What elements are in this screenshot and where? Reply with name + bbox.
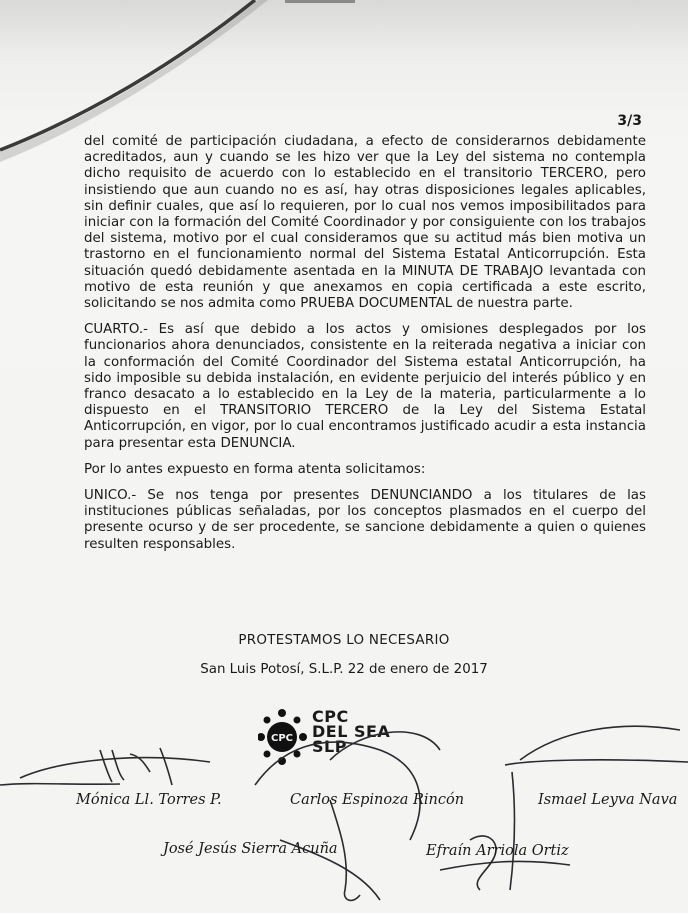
signatory-name: Efraín Arriola Ortiz bbox=[426, 843, 569, 859]
paragraph-continuation: del comité de participación ciudadana, a efecto de considerarnos debidamente acreditados, aun y cuando se les hizo ver que la Ley del sistema no contempla dicho requisito de acuerdo con lo establecido en el transitorio TERCERO, pero insistiendo que aun cuando no es así, hay otras disposiciones legales aplicables, sin definir cuales, que así lo requieren, por lo cual nos vemos imposibilitados para iniciar con la formación del Comité Coordinador y por consiguiente con los trabajos del sistema, motivo por el cual consideramos que su actitud más bien motiva un trastorno en el funcionamiento normal del Sistema Estatal Anticorrupción. Esta situación quedó debidamente asentada en la MINUTA DE TRABAJO levantada con motivo de esta reunión y que anexamos en copia certificada a este escrito, solicitando se nos admita como PRUEBA DOCUMENTAL de nuestra parte. bbox=[84, 134, 646, 312]
paragraph-cuarto: CUARTO.- Es así que debido a los actos y omisiones desplegados por los funcionarios ahora denunciados, consistente en la reiterada negativa a iniciar con la conformación del Comité Coordinador del Sistema estatal Anticorrupción, ha sido imposible su debida instalación, en evidente perjuicio del interés público y en franco desacato a lo establecido en la Ley de la materia, particularmente a lo dispuesto en el TRANSITORIO TERCERO de la Ley del Sistema Estatal Anticorrupción, en vigor, por lo cual encontramos justificado acudir a esta instancia para presentar esta DENUNCIA. bbox=[84, 322, 646, 451]
paragraph-unico: UNICO.- Se nos tenga por presentes DENUNCIANDO a los titulares de las instituciones públicas señaladas, por los conceptos plasmados en el cuerpo del presente ocurso y de ser procedente, se sancione debidamente a quien o quienes resulten responsables. bbox=[84, 488, 646, 552]
closing-phrase: PROTESTAMOS LO NECESARIO bbox=[238, 633, 450, 648]
stamp-line: SLP bbox=[312, 737, 347, 756]
signatory-name: Mónica Ll. Torres P. bbox=[76, 792, 222, 808]
signatory-name: Carlos Espinoza Rincón bbox=[290, 792, 465, 808]
paragraph-request-intro: Por lo antes expuesto en forma atenta solicitamos: bbox=[84, 461, 426, 477]
stamp-line: DEL SEA bbox=[312, 722, 391, 741]
place-date: San Luis Potosí, S.L.P. 22 de enero de 2017 bbox=[200, 662, 488, 677]
signatory-name: José Jesús Sierra Acuña bbox=[163, 841, 338, 857]
document-body bbox=[84, 134, 646, 563]
stamp-line: CPC bbox=[312, 707, 349, 726]
signatory-name: Ismael Leyva Nava bbox=[538, 792, 678, 808]
seal-center-text: CPC bbox=[270, 733, 294, 744]
page-number: 3/3 bbox=[617, 113, 642, 129]
